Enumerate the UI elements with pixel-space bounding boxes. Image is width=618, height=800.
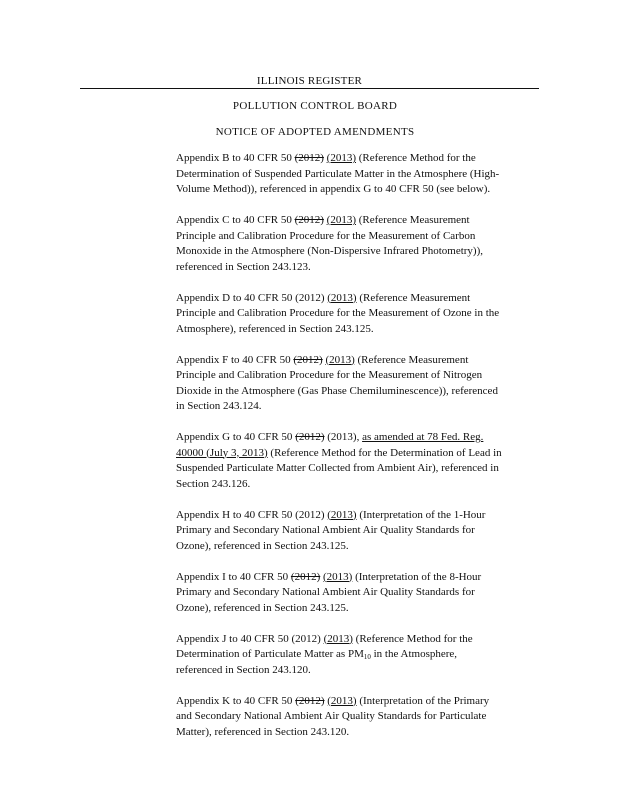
entry-text: Principle and Calibration Procedure for the Measurement of Carbon bbox=[176, 229, 476, 242]
entry-text: in Section 243.124. bbox=[176, 400, 262, 412]
entry-line bbox=[176, 632, 541, 648]
subscript-text: 10 bbox=[363, 653, 371, 661]
appendix-entry bbox=[176, 291, 541, 338]
appendix-entry bbox=[176, 353, 541, 415]
entry-text: Section 243.126. bbox=[176, 477, 251, 490]
entry-line bbox=[176, 585, 541, 601]
entry-text: (Reference Method for the bbox=[355, 152, 476, 164]
entry-line bbox=[176, 213, 541, 229]
entry-text: Appendix I to 40 CFR 50 bbox=[176, 570, 291, 583]
entry-text: Determination of Suspended Particulate Matter in the Atmosphere (High- bbox=[176, 167, 500, 180]
entry-text: Appendix H to 40 CFR 50 (2012) bbox=[176, 508, 328, 521]
entry-line bbox=[176, 260, 541, 276]
inserted-text: (2013) bbox=[326, 214, 356, 226]
inserted-text: (2013) bbox=[326, 152, 356, 164]
entry-text: (Reference Method for the bbox=[352, 632, 473, 645]
entry-line bbox=[176, 322, 541, 338]
entry-line bbox=[176, 244, 541, 260]
deleted-text: (2012) bbox=[295, 694, 325, 707]
notice-title: NOTICE OF ADOPTED AMENDMENTS bbox=[215, 126, 415, 138]
entry-text: Appendix K to 40 CFR 50 bbox=[176, 694, 296, 707]
entry-line bbox=[176, 647, 541, 663]
appendix-entry bbox=[176, 508, 541, 555]
appendix-entry bbox=[176, 151, 541, 198]
entry-text: Dioxide in the Atmosphere (Gas Phase Chemiluminescence)), referenced bbox=[176, 384, 498, 397]
deleted-text: (2012) bbox=[293, 353, 323, 366]
entry-line bbox=[176, 725, 541, 741]
entry-text: Appendix J to 40 CFR 50 (2012) bbox=[176, 632, 324, 645]
entry-line bbox=[176, 306, 541, 322]
board-title: POLLUTION CONTROL BOARD bbox=[232, 100, 398, 112]
entry-text: (Interpretation of the Primary bbox=[356, 694, 490, 707]
entry-line bbox=[176, 694, 541, 710]
entry-text: Volume Method)), referenced in appendix G to 40 CFR 50 (see below). bbox=[176, 183, 491, 195]
appendix-list bbox=[176, 151, 541, 756]
entry-text: Primary and Secondary National Ambient Air Quality Standards for bbox=[176, 586, 475, 598]
entry-text: Matter), referenced in Section 243.120. bbox=[176, 725, 350, 738]
entry-text: (2013), bbox=[324, 431, 363, 443]
appendix-entry bbox=[176, 213, 541, 275]
entry-text: Appendix G to 40 CFR 50 bbox=[176, 431, 296, 443]
entry-text: Suspended Particulate Matter Collected from Ambient Air), referenced in bbox=[176, 462, 499, 474]
register-title: ILLINOIS REGISTER bbox=[256, 75, 363, 87]
entry-line bbox=[176, 663, 541, 679]
entry-text: (Reference Measurement bbox=[355, 214, 470, 226]
entry-text: (Reference Measurement bbox=[356, 291, 471, 304]
entry-text: in the Atmosphere, bbox=[370, 648, 458, 660]
inserted-text: (2013) bbox=[327, 694, 357, 707]
inserted-text: as amended at 78 Fed. Reg. bbox=[362, 431, 484, 443]
entry-line bbox=[176, 539, 541, 555]
entry-text: Principle and Calibration Procedure for the Measurement of Ozone in the bbox=[176, 307, 500, 319]
entry-text: Atmosphere), referenced in Section 243.125. bbox=[176, 322, 374, 335]
entry-line bbox=[176, 368, 541, 384]
entry-text: referenced in Section 243.120. bbox=[176, 663, 311, 676]
entry-line bbox=[176, 601, 541, 617]
inserted-text: (2013) bbox=[327, 291, 357, 304]
entry-text: (Interpretation of the 1-Hour bbox=[356, 508, 486, 521]
inserted-text: (2013) bbox=[323, 632, 353, 645]
entry-text: Appendix D to 40 CFR 50 (2012) bbox=[176, 291, 328, 304]
entry-line bbox=[176, 461, 541, 477]
deleted-text: (2012) bbox=[294, 214, 324, 226]
entry-line bbox=[176, 167, 541, 183]
entry-text: Ozone), referenced in Section 243.125. bbox=[176, 539, 349, 552]
entry-text: (Interpretation of the 8-Hour bbox=[352, 570, 482, 583]
appendix-entry bbox=[176, 632, 541, 679]
entry-text: referenced in Section 243.123. bbox=[176, 260, 311, 273]
entry-text: (Reference Method for the Determination of Lead in bbox=[267, 446, 502, 459]
entry-line bbox=[176, 446, 541, 462]
inserted-text: (2013) bbox=[327, 508, 357, 521]
register-header bbox=[80, 74, 539, 89]
entry-line bbox=[176, 229, 541, 245]
appendix-entry bbox=[176, 430, 541, 492]
entry-text: Determination of Particulate Matter as PM bbox=[176, 648, 364, 660]
inserted-text: (2013) bbox=[325, 353, 355, 366]
inserted-text: 40000 (July 3, 2013) bbox=[176, 446, 268, 459]
entry-text: Appendix C to 40 CFR 50 bbox=[176, 214, 295, 226]
entry-line bbox=[176, 384, 541, 400]
entry-text: Appendix F to 40 CFR 50 bbox=[176, 353, 294, 366]
entry-text: Primary and Secondary National Ambient Air Quality Standards for bbox=[176, 524, 475, 536]
entry-line bbox=[176, 570, 541, 586]
inserted-text: (2013) bbox=[322, 570, 353, 583]
entry-line bbox=[176, 523, 541, 539]
entry-text: Appendix B to 40 CFR 50 bbox=[176, 152, 295, 164]
deleted-text: (2012) bbox=[295, 431, 325, 443]
entry-line bbox=[176, 151, 541, 167]
entry-line bbox=[176, 709, 541, 725]
entry-line bbox=[176, 430, 541, 446]
appendix-entry bbox=[176, 694, 541, 741]
entry-text: (Reference Measurement bbox=[354, 353, 469, 366]
deleted-text: (2012) bbox=[290, 570, 321, 583]
entry-text: Monoxide in the Atmosphere (Non-Dispersive Infrared Photometry)), bbox=[176, 245, 484, 257]
entry-line bbox=[176, 291, 541, 307]
entry-text: Principle and Calibration Procedure for the Measurement of Nitrogen bbox=[176, 369, 483, 381]
entry-line bbox=[176, 477, 541, 493]
entry-line bbox=[176, 508, 541, 524]
entry-line bbox=[176, 182, 541, 198]
entry-line bbox=[176, 399, 541, 415]
entry-line bbox=[176, 353, 541, 369]
appendix-entry bbox=[176, 570, 541, 617]
entry-text: and Secondary National Ambient Air Quality Standards for Particulate bbox=[176, 710, 487, 722]
entry-text: Ozone), referenced in Section 243.125. bbox=[176, 601, 349, 614]
deleted-text: (2012) bbox=[294, 152, 324, 164]
